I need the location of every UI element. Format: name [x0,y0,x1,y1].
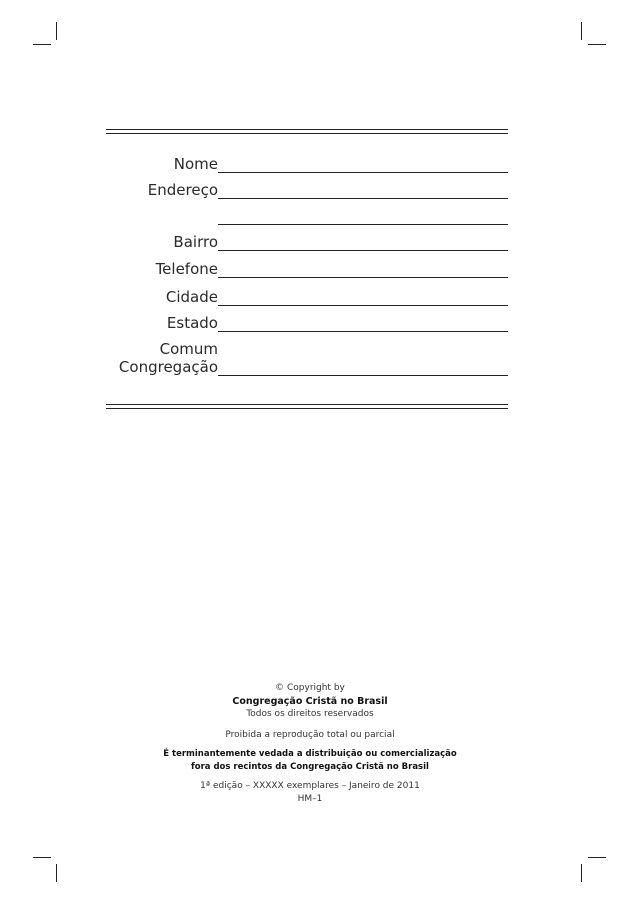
crop-mark [56,864,57,882]
congregation-label [119,340,218,376]
city-row [106,288,508,308]
state-label: Estado [166,314,218,332]
city-line[interactable] [218,305,508,306]
congregation-line[interactable] [218,375,508,376]
legal-line-2: fora dos recintos da Congregação Cristã no Brasil [191,762,429,772]
address-line-2[interactable] [218,224,508,225]
name-label: Nome [173,155,218,173]
state-line[interactable] [218,331,508,332]
phone-row [106,260,508,280]
prohibited-line: Proibida a reprodução total ou parcial [225,730,395,740]
crop-mark [581,864,582,882]
district-row [106,233,508,253]
copyright-line: © Copyright by [275,683,345,693]
address-line[interactable] [218,198,508,199]
phone-label: Telefone [155,260,218,278]
bottom-rule [106,404,508,412]
publisher-name: Congregação Cristã no Brasil [232,696,388,707]
name-line[interactable] [218,172,508,173]
crop-mark [588,44,606,45]
crop-mark [33,857,51,858]
address-row [106,181,508,201]
state-row [106,314,508,334]
rights-line: Todos os direitos reservados [246,709,374,719]
congregation-row [106,340,508,378]
crop-mark [581,22,582,40]
legal-line-1: É terminantemente vedada a distribuição ou comercialização [163,749,457,759]
city-label: Cidade [165,288,218,306]
congregation-label-line2: Congregação [118,358,218,376]
crop-mark [56,22,57,40]
crop-mark [588,857,606,858]
address-label: Endereço [147,181,218,199]
address-row-2 [106,207,508,227]
copyright-block [140,682,480,806]
top-rule [106,129,508,137]
code-line: HM–1 [297,794,323,804]
congregation-label-line1: Comum [159,340,218,358]
district-label: Bairro [173,233,218,251]
name-row [106,155,508,175]
phone-line[interactable] [218,277,508,278]
district-line[interactable] [218,250,508,251]
edition-line: 1ª edição – XXXXX exemplares – Janeiro de 2011 [200,781,420,791]
crop-mark [33,44,51,45]
